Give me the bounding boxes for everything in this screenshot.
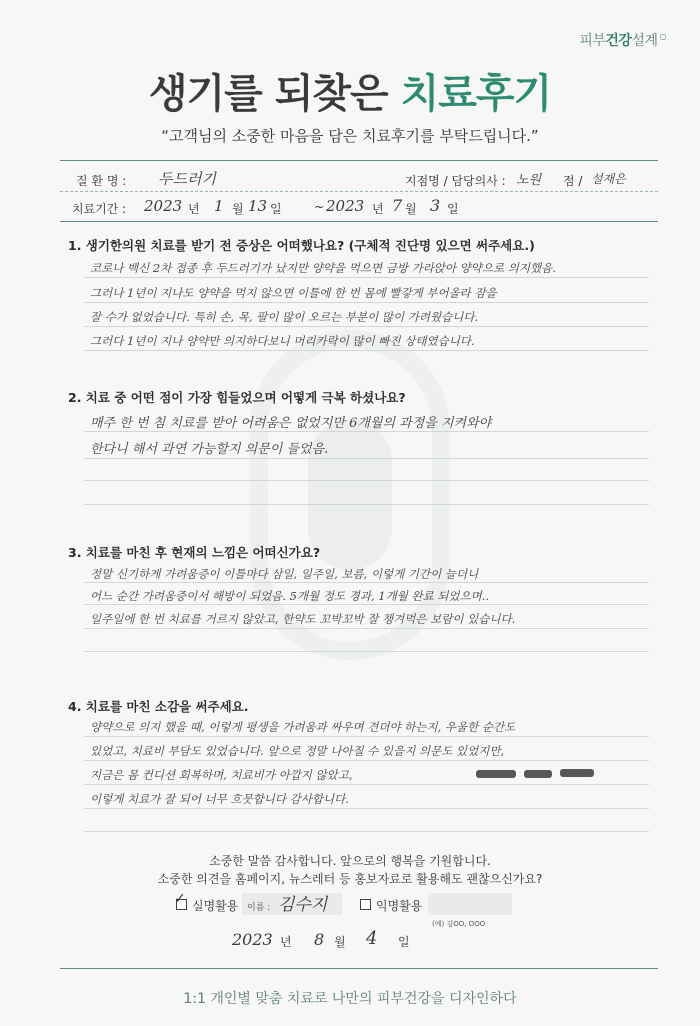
name-label: 이름 : <box>247 903 271 913</box>
strikethrough-scribble <box>524 770 552 778</box>
question-1-line-1: 코로나 백신 2차 접종 후 두드러기가 났지만 양약을 먹으면 금방 가라앉아 양약으로 의지했음. <box>90 261 556 275</box>
branch-value: 노원 <box>516 173 542 188</box>
question-4-line-3: 지금은 몸 컨디션 회복하며, 치료비가 아깝지 않았고, <box>90 768 353 782</box>
date-year-label: 년 <box>280 935 292 949</box>
answer-rule <box>84 582 649 583</box>
name-value: 김수지 <box>278 895 328 915</box>
footer-rule <box>60 968 658 969</box>
brand-suffix: 설계 <box>631 33 658 49</box>
question-2-line-1: 매주 한 번 침 치료를 받아 어려움은 없었지만 6개월의 과정을 지켜와야 <box>90 416 492 431</box>
answer-rule <box>84 504 649 505</box>
date-day: 4 <box>366 928 378 949</box>
answer-rule <box>84 736 649 737</box>
answer-rule <box>84 784 649 785</box>
day-label-1: 일 <box>270 202 282 216</box>
answer-rule <box>84 302 649 303</box>
answer-rule <box>84 326 649 327</box>
branch-label: 지점명 / 담당의사 : <box>405 174 506 188</box>
footer-tagline: 1:1 개인별 맞춤 치료로 나만의 피부건강을 디자인하다 <box>183 991 517 1007</box>
branch-suffix: 점 / <box>563 174 583 188</box>
answer-rule <box>84 628 649 629</box>
answer-rule <box>84 458 649 459</box>
closing-line-2: 소중한 의견을 홈페이지, 뉴스레터 등 홍보자료로 활용해도 괜찮으신가요? <box>157 872 543 886</box>
start-month: 1 <box>214 197 224 215</box>
question-4-title: 4. 치료를 마친 소감을 써주세요. <box>68 699 249 714</box>
registered-mark-icon: ○ <box>659 32 666 42</box>
question-4-line-4: 이렇게 치료가 잘 되어 너무 흐뭇합니다 감사합니다. <box>90 792 349 806</box>
start-year: 2023 <box>144 197 183 215</box>
title-plain: 생기를 되찾은 <box>148 71 401 117</box>
header-rule-bottom <box>60 221 658 222</box>
question-1-line-2: 그러나 1년이 지나도 양약을 먹지 않으면 이틀에 한 번 몸에 빨갛게 부어올라 잠을 <box>90 286 497 300</box>
question-2-title: 2. 치료 중 어떤 점이 가장 힘들었으며 어떻게 극복 하셨나요? <box>68 390 406 405</box>
answer-rule <box>84 277 649 278</box>
anonymous-name-field[interactable] <box>428 893 512 915</box>
date-year: 2023 <box>232 930 273 949</box>
period-tilde: ~ <box>314 200 325 214</box>
answer-rule <box>84 431 649 432</box>
period-label: 치료기간 : <box>72 202 127 216</box>
header-rule-top <box>60 160 658 161</box>
year-label-1: 년 <box>188 202 200 216</box>
day-label-2: 일 <box>447 202 459 216</box>
strikethrough-scribble <box>476 770 516 778</box>
brand-bold: 건강 <box>605 33 632 49</box>
closing-line-1: 소중한 말씀 감사합니다. 앞으로의 행복을 기원합니다. <box>209 854 491 868</box>
end-year: 2023 <box>326 197 365 215</box>
disease-label: 질 환 명 : <box>76 174 127 188</box>
anonymous-example: (예) 김OO, OOO <box>432 920 486 928</box>
question-3-line-1: 정말 신기하게 가려움증이 이틀마다 삼일, 일주일, 보름, 이렇게 기간이 늘더니 <box>90 567 479 581</box>
answer-rule <box>84 808 649 809</box>
end-day: 3 <box>430 196 441 215</box>
brand-prefix: 피부 <box>579 33 606 49</box>
question-1-title: 1. 생기한의원 치료를 받기 전 증상은 어떠했나요? (구체적 진단명 있으면 써주세요.) <box>68 238 535 253</box>
anonymous-label: 익명활용 <box>376 899 423 913</box>
title-accent: 치료후기 <box>400 71 552 117</box>
question-1-line-4: 그러다 1년이 지나 양약만 의지하다보니 머리카락이 많이 빠진 상태였습니다. <box>90 334 475 348</box>
month-label-1: 월 <box>232 202 244 216</box>
answer-rule <box>84 651 649 652</box>
page-subtitle: “고객님의 소중한 마음을 담은 치료후기를 부탁드립니다.” <box>161 127 539 145</box>
question-4-line-1: 양약으로 의지 했을 때, 이렇게 평생을 가려움과 싸우며 견뎌야 하는지, 우울한 순간도 <box>90 720 516 734</box>
date-day-label: 일 <box>398 935 410 949</box>
info-divider <box>60 191 658 192</box>
answer-rule <box>84 604 649 605</box>
answer-rule <box>84 760 649 761</box>
answer-rule <box>84 350 649 351</box>
question-4-line-2: 있었고, 치료비 부담도 있었습니다. 앞으로 정말 나아질 수 있을지 의문도 있었지만, <box>90 744 505 758</box>
question-2-line-2: 한다니 해서 과연 가능할지 의문이 들었음. <box>90 442 329 457</box>
answer-rule <box>84 831 649 832</box>
question-3-line-2: 어느 순간 가려움증이서 해방이 되었음. 5개월 정도 경과, 1개월 완료 되었으며.. <box>90 589 490 603</box>
year-label-2: 년 <box>372 202 384 216</box>
check-mark-icon: ✓ <box>174 891 186 907</box>
brand-logo <box>579 30 666 50</box>
end-month: 7 <box>392 196 403 215</box>
anonymous-checkbox[interactable] <box>360 899 371 910</box>
question-3-line-3: 일주일에 한 번 치료를 거르지 않았고, 한약도 꼬박꼬박 잘 챙겨먹은 보람이 있습니다. <box>90 612 516 626</box>
disease-value: 두드러기 <box>158 170 216 188</box>
answer-rule <box>84 480 649 481</box>
page-title <box>0 62 700 119</box>
start-day: 13 <box>248 197 268 215</box>
date-month-label: 월 <box>334 935 346 949</box>
month-label-2: 월 <box>405 202 417 216</box>
doctor-value: 설재은 <box>591 172 626 186</box>
real-name-label: 실명활용 <box>192 899 239 913</box>
question-1-line-3: 잘 수가 없었습니다. 특히 손, 목, 팔이 많이 오르는 부분이 많이 가려웠습니다. <box>90 310 479 324</box>
date-month: 8 <box>314 930 325 949</box>
question-3-title: 3. 치료를 마친 후 현재의 느낌은 어떠신가요? <box>68 545 321 560</box>
strikethrough-scribble <box>560 769 594 777</box>
